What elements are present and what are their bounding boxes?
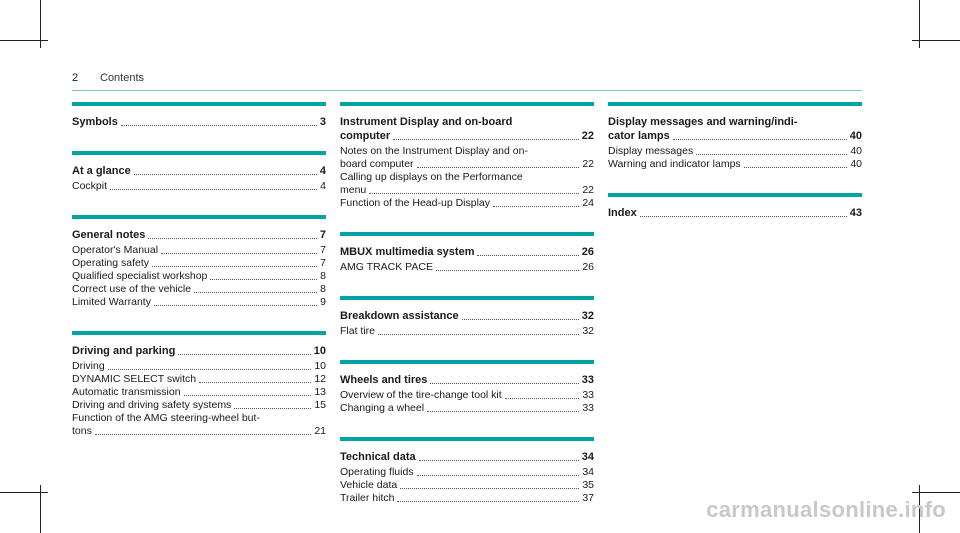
entry-label: Overview of the tire-change tool kit [340, 389, 502, 401]
dot-leader [178, 354, 310, 355]
page-ref: 12 [314, 373, 326, 385]
section-bar [340, 296, 594, 300]
dot-leader [134, 174, 317, 175]
toc-section-heading[interactable] [72, 115, 326, 129]
entry-label: tons [72, 425, 92, 437]
dot-leader [234, 408, 311, 409]
toc-section-heading[interactable] [608, 129, 862, 143]
entry-label: Changing a wheel [340, 402, 425, 414]
dot-leader [152, 266, 317, 267]
entry-label: Warning and indicator lamps [608, 158, 741, 170]
entry-label: Display messages [608, 145, 694, 157]
section-title: computer [340, 130, 391, 142]
dot-leader [505, 398, 580, 399]
entry-label: Vehicle data [340, 479, 398, 491]
entry-label[interactable]: Function of the AMG steering-wheel but- [72, 412, 260, 424]
toc-section [340, 102, 594, 210]
crop-mark [912, 40, 960, 41]
dot-leader [673, 139, 847, 140]
section-bar [608, 102, 862, 106]
dot-leader [744, 167, 848, 168]
page-ref: 43 [849, 207, 862, 219]
page-ref: 7 [319, 229, 326, 241]
page-ref: 9 [320, 296, 326, 308]
toc-entry[interactable] [72, 360, 326, 373]
page-ref: 7 [320, 244, 326, 256]
toc-entry[interactable] [72, 244, 326, 257]
toc-entry[interactable] [72, 425, 326, 438]
dot-leader [108, 369, 312, 370]
toc-entry[interactable] [340, 466, 594, 479]
dot-leader [462, 319, 579, 320]
page-number: 2 [72, 72, 79, 84]
toc-entry[interactable] [72, 386, 326, 399]
dot-leader [477, 255, 578, 256]
page-ref: 37 [582, 492, 594, 504]
toc-section-heading[interactable] [340, 450, 594, 464]
page-ref: 21 [314, 425, 326, 437]
section-title: MBUX multimedia system [340, 246, 475, 258]
toc-entry[interactable] [340, 325, 594, 338]
toc-entry[interactable] [608, 158, 862, 171]
dot-leader [417, 167, 580, 168]
page-ref: 22 [581, 130, 594, 142]
toc-entry[interactable] [340, 479, 594, 492]
entry-label: Function of the Head-up Display [340, 197, 490, 209]
toc-section [340, 437, 594, 505]
crop-mark [0, 492, 48, 493]
entry-label: menu [340, 184, 367, 196]
section-title: General notes [72, 229, 146, 241]
dot-leader [417, 475, 580, 476]
toc-section [72, 215, 326, 309]
page-ref: 26 [581, 246, 594, 258]
toc-entry[interactable] [340, 261, 594, 274]
toc-entry[interactable] [72, 257, 326, 270]
entry-label: Automatic transmission [72, 386, 181, 398]
page-ref: 40 [850, 158, 862, 170]
dot-leader [419, 460, 579, 461]
page-ref: 4 [319, 165, 326, 177]
section-bar [340, 232, 594, 236]
page-ref: 10 [313, 345, 326, 357]
page-ref: 22 [582, 158, 594, 170]
dot-leader [194, 292, 317, 293]
entry-label: Operating safety [72, 257, 150, 269]
dot-leader [199, 382, 311, 383]
dot-leader [640, 216, 847, 217]
toc-entry[interactable] [72, 296, 326, 309]
page-ref: 7 [320, 257, 326, 269]
toc-column-1 [72, 102, 326, 460]
toc-section [72, 102, 326, 129]
entry-label[interactable]: Calling up displays on the Performance [340, 171, 523, 183]
entry-label: Operator's Manual [72, 244, 159, 256]
toc-entry[interactable] [340, 402, 594, 415]
page-header [72, 72, 862, 88]
section-title: Technical data [340, 451, 416, 463]
dot-leader [154, 305, 317, 306]
dot-leader [110, 189, 317, 190]
dot-leader [436, 270, 579, 271]
entry-label[interactable]: Notes on the Instrument Display and on- [340, 145, 528, 157]
section-title: Driving and parking [72, 345, 176, 357]
entry-label: Operating fluids [340, 466, 414, 478]
entry-label: Cockpit [72, 180, 108, 192]
section-bar [608, 193, 862, 197]
section-title[interactable]: Instrument Display and on-board [340, 116, 513, 128]
dot-leader [121, 125, 317, 126]
page-ref: 26 [582, 261, 594, 273]
page-ref: 40 [850, 145, 862, 157]
section-bar [72, 215, 326, 219]
entry-label: Trailer hitch [340, 492, 395, 504]
toc-section-heading[interactable] [340, 373, 594, 387]
entry-label: Qualified specialist workshop [72, 270, 208, 282]
section-bar [340, 437, 594, 441]
toc-entry[interactable] [340, 158, 594, 171]
toc-entry[interactable] [340, 197, 594, 210]
page-ref: 8 [320, 270, 326, 282]
dot-leader [161, 253, 317, 254]
section-bar [340, 360, 594, 364]
page-ref: 33 [582, 389, 594, 401]
toc-section-heading[interactable] [72, 344, 326, 358]
toc-entry[interactable] [72, 180, 326, 193]
section-title: At a glance [72, 165, 131, 177]
dot-leader [95, 434, 311, 435]
toc-section [72, 331, 326, 438]
page-ref: 24 [582, 197, 594, 209]
toc-section-heading[interactable] [340, 129, 594, 143]
toc-entry[interactable] [340, 389, 594, 402]
page-ref: 40 [849, 130, 862, 142]
toc-section [72, 151, 326, 193]
toc-column-2 [340, 102, 594, 527]
crop-mark [912, 492, 960, 493]
dot-leader [210, 279, 317, 280]
dot-leader [397, 501, 579, 502]
dot-leader [148, 238, 317, 239]
toc-entry[interactable] [608, 145, 862, 158]
toc-section [340, 296, 594, 338]
dot-leader [696, 154, 847, 155]
page-ref: 8 [320, 283, 326, 295]
dot-leader [427, 411, 579, 412]
toc-entry[interactable] [72, 373, 326, 386]
section-title[interactable]: Display messages and warning/indi- [608, 116, 798, 128]
entry-label: Driving [72, 360, 105, 372]
section-bar [340, 102, 594, 106]
section-title: Breakdown assistance [340, 310, 459, 322]
dot-leader [378, 334, 579, 335]
toc-section-heading[interactable] [72, 164, 326, 178]
page-ref: 33 [582, 402, 594, 414]
section-bar [72, 102, 326, 106]
toc-section [608, 193, 862, 220]
page-ref: 4 [320, 180, 326, 192]
page-ref: 3 [319, 116, 326, 128]
toc-section-heading[interactable] [72, 228, 326, 242]
entry-label: DYNAMIC SELECT switch [72, 373, 197, 385]
page-title: Contents [100, 72, 145, 84]
page-ref: 35 [582, 479, 594, 491]
entry-label: Limited Warranty [72, 296, 151, 308]
dot-leader [369, 193, 579, 194]
page-ref: 34 [582, 466, 594, 478]
page-ref: 32 [582, 325, 594, 337]
toc-entry[interactable] [72, 399, 326, 412]
page-ref: 15 [314, 399, 326, 411]
entry-label: Flat tire [340, 325, 376, 337]
section-bar [72, 331, 326, 335]
header-rule [72, 90, 862, 91]
entry-label: board computer [340, 158, 414, 170]
page-ref: 34 [581, 451, 594, 463]
dot-leader [393, 139, 579, 140]
dot-leader [430, 383, 578, 384]
section-title: cator lamps [608, 130, 670, 142]
page-ref: 33 [581, 374, 594, 386]
toc-section-heading[interactable] [340, 309, 594, 323]
entry-label: Correct use of the vehicle [72, 283, 192, 295]
toc-section-heading[interactable] [340, 245, 594, 259]
dot-leader [184, 395, 312, 396]
crop-mark [0, 40, 48, 41]
section-title: Wheels and tires [340, 374, 428, 386]
toc-column-3 [608, 102, 862, 242]
toc-entry[interactable] [72, 270, 326, 283]
page-ref: 10 [314, 360, 326, 372]
dot-leader [493, 206, 579, 207]
toc-section [340, 360, 594, 415]
watermark: carmanualsonline.info [706, 497, 946, 522]
page-ref: 32 [581, 310, 594, 322]
entry-label: Driving and driving safety systems [72, 399, 232, 411]
toc-entry[interactable] [340, 184, 594, 197]
toc-entry[interactable] [72, 283, 326, 296]
section-title: Index [608, 207, 637, 219]
section-title: Symbols [72, 116, 118, 128]
toc-section [608, 102, 862, 171]
entry-label: AMG TRACK PACE [340, 261, 433, 273]
section-bar [72, 151, 326, 155]
page-ref: 22 [582, 184, 594, 196]
toc-section [340, 232, 594, 274]
dot-leader [400, 488, 579, 489]
toc-entry[interactable] [340, 492, 594, 505]
toc-section-heading[interactable] [608, 206, 862, 220]
page-ref: 13 [314, 386, 326, 398]
